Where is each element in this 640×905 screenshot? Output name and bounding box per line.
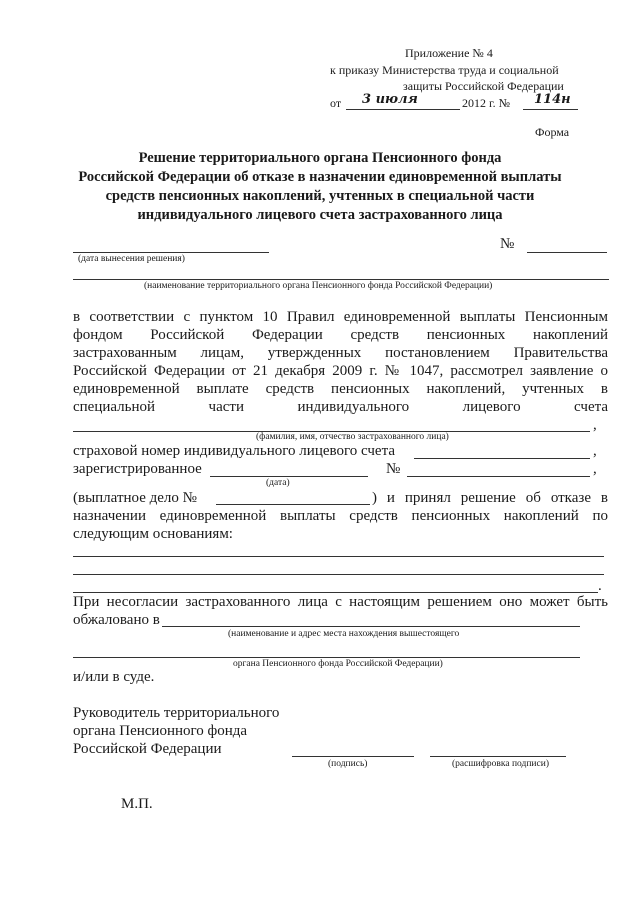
registered-comma: , (593, 461, 597, 477)
grounds-line-2[interactable] (73, 574, 604, 575)
appendix-date-handwritten: 3 июля (362, 92, 418, 107)
appendix-year: 2012 г. № (462, 96, 511, 110)
appeal-organ-field-2[interactable] (73, 657, 580, 658)
appeal-caption-1: (наименование и адрес места нахождения вышестоящего (228, 629, 460, 639)
decision-date-caption: (дата вынесения решения) (78, 254, 185, 264)
snils-label: страховой номер индивидуального лицевого счета (73, 443, 395, 459)
signature-caption: (подпись) (328, 759, 368, 769)
appendix-title: Приложение № 4 (405, 46, 493, 60)
registered-label: зарегистрированное (73, 461, 202, 477)
paragraph-line-3: застрахованным лицам, утвержденных постановлением Правительства (73, 345, 608, 361)
appeal-organ-field[interactable] (162, 626, 580, 627)
appendix-ministry-line: защиты Российской Федерации (403, 79, 564, 93)
signature-decode-caption: (расшифровка подписи) (452, 759, 549, 769)
signature-field[interactable] (292, 756, 414, 757)
signature-decode-field[interactable] (430, 756, 566, 757)
decision-date-field[interactable] (73, 252, 269, 253)
document-title-line4: индивидуального лицевого счета застрахованного лица (137, 207, 503, 223)
snils-field[interactable] (414, 458, 590, 459)
appendix-date-line (346, 109, 460, 110)
head-title-line3: Российской Федерации (73, 741, 222, 757)
court-text: и/или в суде. (73, 669, 155, 685)
snils-comma: , (593, 443, 597, 459)
head-title-line2: органа Пенсионного фонда (73, 723, 248, 739)
paragraph-line-2: фондом Российской Федерации средств пенсионных накоплений (73, 327, 608, 343)
stamp-place: М.П. (121, 796, 153, 812)
document-title-line2: Российской Федерации об отказе в назначении единовременной выплаты (78, 169, 562, 185)
case-label: (выплатное дело № (73, 490, 197, 506)
paragraph2-line-3: следующим основаниям: (73, 526, 233, 542)
organ-name-field[interactable] (73, 279, 609, 280)
appeal-line-2: обжаловано в (73, 612, 160, 628)
paragraph-line-4: Российской Федерации от 21 декабря 2009 г. № 1047, рассмотрел заявление о (73, 363, 608, 379)
document-title-line1: Решение территориального органа Пенсионного фонда (138, 150, 502, 166)
registered-number-field[interactable] (407, 476, 590, 477)
appendix-number-line (523, 109, 578, 110)
paragraph2-line-2: назначении единовременной выплаты средств пенсионных накоплений по (73, 508, 608, 524)
decision-number-field[interactable] (527, 252, 607, 253)
form-label: Форма (535, 125, 570, 139)
appeal-line-1: При несогласии застрахованного лица с настоящим решением оно может быть (73, 594, 608, 610)
case-suffix: ) и принял решение об отказе в (372, 490, 608, 506)
fio-caption: (фамилия, имя, отчество застрахованного лица) (256, 432, 449, 442)
grounds-line-1[interactable] (73, 556, 604, 557)
registered-date-field[interactable] (210, 476, 368, 477)
appendix-order-line: к приказу Министерства труда и социальной (330, 63, 559, 77)
organ-name-caption: (наименование территориального органа Пенсионного фонда Российской Федерации) (144, 281, 493, 291)
paragraph-line-6: специальной части индивидуального лицевого счета (73, 399, 608, 415)
appendix-date-prefix: от (330, 96, 342, 110)
fio-comma: , (593, 417, 597, 433)
head-title-line1: Руководитель территориального (73, 705, 280, 721)
document-title-line3: средств пенсионных накоплений, учтенных в специальной части (105, 188, 535, 204)
paragraph-line-5: единовременной выплате средств пенсионных накоплений, учтенных в (73, 381, 608, 397)
registered-number-sign: № (386, 461, 401, 477)
appeal-caption-2: органа Пенсионного фонда Российской Федерации) (233, 659, 443, 669)
decision-number-sign: № (500, 236, 515, 252)
appendix-number-handwritten: 114н (534, 92, 571, 107)
case-number-field[interactable] (216, 504, 370, 505)
registered-date-caption: (дата) (266, 478, 290, 488)
paragraph-line-1: в соответствии с пунктом 10 Правил единовременной выплаты Пенсионным (73, 309, 608, 325)
grounds-line-3[interactable] (73, 592, 598, 593)
grounds-period: . (598, 578, 602, 594)
